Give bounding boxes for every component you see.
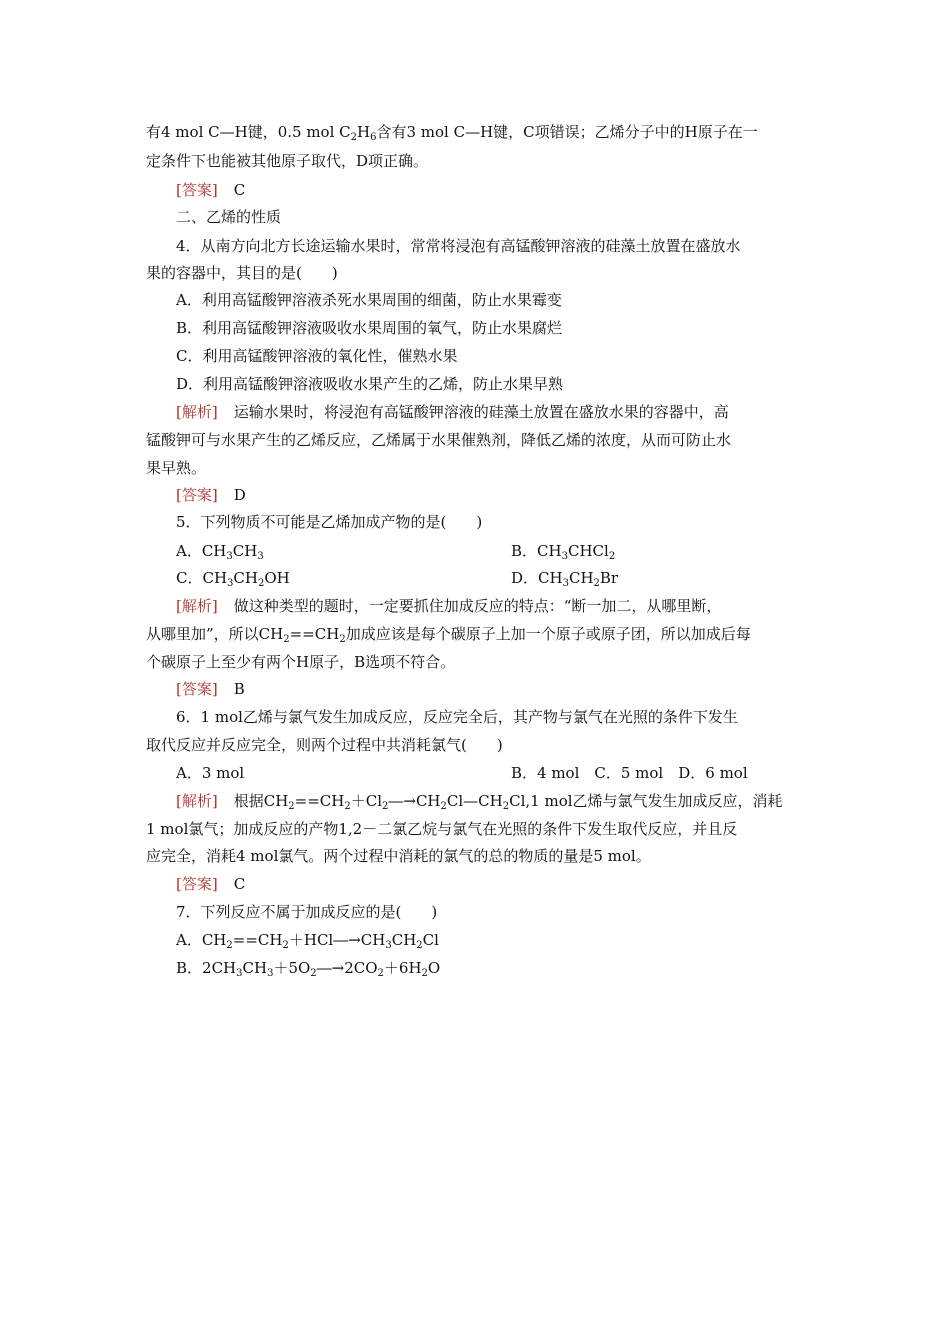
text-run: B．2CH [176, 959, 237, 977]
subscript: 2 [377, 968, 384, 979]
analysis-label: [解析] [176, 403, 218, 421]
text-run: 从哪里加”，所以CH [146, 625, 284, 643]
subscript: 2 [421, 968, 428, 979]
text-run: ＋Cl [350, 792, 383, 810]
answer-value: C [233, 181, 246, 199]
text-run: CH [233, 569, 258, 587]
option-d [511, 568, 618, 588]
text-run: ==CH [232, 931, 283, 949]
subscript: 2 [440, 801, 447, 812]
option-a [176, 930, 439, 950]
analysis-line: 锰酸钾可与水果产生的乙烯反应，乙烯属于水果催熟剂，降低乙烯的浓度，从而可防止水 [146, 431, 732, 449]
option-d: D．利用高锰酸钾溶液吸收水果产生的乙烯，防止水果早熟 [176, 375, 564, 393]
section-heading: 二、乙烯的性质 [176, 208, 282, 226]
analysis-line [176, 791, 783, 811]
subscript: 3 [561, 551, 568, 562]
subscript: 2 [226, 940, 233, 951]
answer-line [176, 485, 246, 505]
subscript: 3 [226, 551, 233, 562]
subscript: 2 [344, 801, 351, 812]
subscript: 6 [370, 132, 377, 143]
text-run: ―→2CO [316, 959, 378, 977]
answer-line [176, 180, 245, 200]
text-run: OH [264, 569, 290, 587]
analysis-line [176, 402, 729, 422]
text-run: 有4 mol C—H键，0.5 mol C [146, 123, 351, 141]
text-run: CH [391, 931, 417, 949]
option-b [511, 541, 615, 561]
text-run: Br [599, 569, 619, 587]
subscript: 3 [267, 968, 274, 979]
subscript: 3 [227, 578, 234, 589]
text-run: CH [232, 542, 258, 560]
option-c [176, 568, 290, 588]
text-run: CH [242, 959, 268, 977]
text-run: A．CH [176, 542, 227, 560]
answer-label: [答案] [176, 181, 218, 199]
analysis-line [146, 624, 751, 644]
subscript: 2 [339, 634, 346, 645]
answer-line [176, 874, 245, 894]
subscript: 2 [282, 940, 289, 951]
question-line: 果的容器中，其目的是( ) [146, 264, 338, 282]
subscript: 2 [350, 132, 357, 143]
option-c: C．利用高锰酸钾溶液的氧化性，催熟水果 [176, 347, 458, 365]
option-b: B．利用高锰酸钾溶液吸收水果周围的氧气，防止水果腐烂 [176, 319, 563, 337]
text-run: B．CH [511, 542, 562, 560]
answer-label: [答案] [176, 680, 218, 698]
question-line: 6．1 mol乙烯与氯气发生加成反应，反应完全后，其产物与氯气在光照的条件下发生 [176, 708, 738, 726]
option-a: A．3 mol [176, 764, 245, 782]
subscript: 3 [236, 968, 243, 979]
text-run: 根据CH [233, 792, 289, 810]
analysis-label: [解析] [176, 597, 218, 615]
option-b [176, 958, 440, 978]
text-run: Cl—CH [446, 792, 503, 810]
question-line: 取代反应并反应完全，则两个过程中共消耗氯气( ) [146, 736, 503, 754]
answer-value: D [233, 486, 246, 504]
question-line: 7．下列反应不属于加成反应的是( ) [176, 903, 438, 921]
options-bcd: B．4 mol C．5 mol D．6 mol [511, 764, 748, 782]
text-run: 含有3 mol C—H键，C项错误；乙烯分子中的H原子在一 [376, 123, 758, 141]
text-run: ＋5O [273, 959, 311, 977]
option-a: A．利用高锰酸钾溶液杀死水果周围的细菌，防止水果霉变 [176, 291, 562, 309]
subscript: 2 [257, 578, 265, 589]
answer-label: [答案] [176, 486, 218, 504]
text-run: CH [568, 569, 594, 587]
text-run: ＋6H [383, 959, 422, 977]
option-a [176, 541, 264, 561]
subscript: 2 [502, 801, 510, 812]
text-run: Cl,1 mol乙烯与氯气发生加成反应，消耗 [509, 792, 783, 810]
text-run: C．CH [176, 569, 228, 587]
text-run: A．CH [176, 931, 227, 949]
analysis-line: 个碳原子上至少有两个H原子，B选项不符合。 [146, 653, 456, 671]
answer-line [176, 679, 245, 699]
subscript: 2 [416, 940, 423, 951]
text-run: Cl [422, 931, 439, 949]
question-line: 4．从南方向北方长途运输水果时，常常将浸泡有高锰酸钾溶液的硅藻土放置在盛放水 [176, 237, 741, 255]
analysis-label: [解析] [176, 792, 218, 810]
subscript: 3 [385, 940, 392, 951]
subscript: 3 [257, 551, 264, 562]
subscript: 3 [562, 578, 569, 589]
text-run: ==CH [289, 625, 340, 643]
text-run [234, 792, 783, 810]
answer-value: C [233, 875, 246, 893]
subscript: 2 [382, 801, 389, 812]
text-run: O [427, 959, 441, 977]
answer-label: [答案] [176, 875, 218, 893]
analysis-line: 1 mol氯气；加成反应的产物1,2－二氯乙烷与氯气在光照的条件下发生取代反应，并且反 [146, 820, 738, 838]
subscript: 2 [283, 634, 290, 645]
text-run: CHCl [567, 542, 609, 560]
text-run: H [357, 123, 371, 141]
text-run: ＋HCl―→CH [288, 931, 386, 949]
analysis-line: 应完全，消耗4 mol氯气。两个过程中消耗的氯气的总的物质的量是5 mol。 [146, 847, 651, 865]
text-run: ==CH [294, 792, 345, 810]
question-line: 5．下列物质不可能是乙烯加成产物的是( ) [176, 513, 483, 531]
subscript: 2 [608, 551, 616, 562]
text-run: 运输水果时，将浸泡有高锰酸钾溶液的硅藻土放置在盛放水果的容器中，高 [233, 403, 729, 421]
text-run: ―→CH [388, 792, 441, 810]
text-run: 做这种类型的题时，一定要抓住加成反应的特点：“断一加二，从哪里断， [233, 597, 722, 615]
subscript: 2 [288, 801, 295, 812]
text-line [146, 122, 758, 142]
subscript: 2 [310, 968, 317, 979]
subscript: 2 [593, 578, 600, 589]
text-run: D．CH [511, 569, 563, 587]
analysis-line: 果早熟。 [146, 459, 207, 477]
answer-value: B [233, 680, 245, 698]
analysis-line [176, 596, 721, 616]
text-line: 定条件下也能被其他原子取代，D项正确。 [146, 152, 429, 170]
text-run: 加成应该是每个碳原子上加一个原子或原子团，所以加成后每 [345, 625, 751, 643]
